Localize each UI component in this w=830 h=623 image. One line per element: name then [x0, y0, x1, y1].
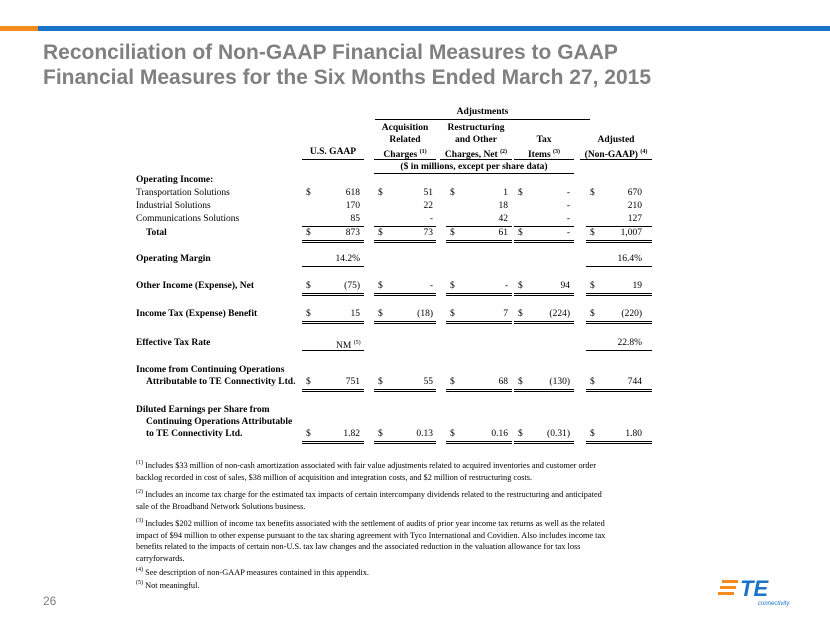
rest-header-3: Charges, Net $^{(2)}$: [444, 149, 508, 160]
other-double-line: [374, 293, 436, 296]
etr-gaap: NM $^{(5)}$: [336, 340, 361, 351]
row-label-eps-1: Diluted Earnings per Share from: [136, 405, 270, 415]
industrial-acq: 22: [423, 201, 433, 211]
row-label-ifco-1: Income from Continuing Operations: [136, 365, 285, 375]
taxben-acq: (18): [417, 309, 433, 319]
other-double-line: [514, 293, 574, 296]
dollar-sign: $: [518, 188, 523, 198]
ifco-double-line: [374, 389, 436, 392]
taxben-double-line: [446, 321, 512, 324]
dollar-sign: $: [590, 281, 595, 291]
total-gaap: 873: [345, 228, 360, 238]
industrial-adj: 210: [627, 201, 642, 211]
adj-header-2: (Non-GAAP) $^{(4)}$: [584, 149, 648, 160]
row-label-other: Other Income (Expense), Net: [136, 281, 255, 291]
taxben-double-line: [586, 321, 652, 324]
total-adj: 1,007: [620, 228, 642, 238]
subtotal-line: [514, 226, 574, 227]
transport-gaap: 618: [345, 188, 360, 198]
adj-header-1: Adjusted: [597, 135, 635, 145]
total-tax: -: [566, 228, 570, 238]
logo-orange-stripe-3: [718, 592, 734, 595]
transport-tax: -: [566, 188, 570, 198]
dollar-sign: $: [518, 281, 523, 291]
other-rest: -: [504, 281, 508, 291]
eps-double-line: [374, 441, 436, 444]
ifco-adj: 744: [627, 377, 642, 387]
dollar-sign: $: [450, 377, 455, 387]
other-double-line: [446, 293, 512, 296]
dollar-sign: $: [590, 377, 595, 387]
dollar-sign: $: [306, 309, 311, 319]
ifco-acq: 55: [423, 377, 433, 387]
dollar-sign: $: [378, 188, 383, 198]
ifco-double-line: [514, 389, 574, 392]
dollar-sign: $: [306, 377, 311, 387]
dollar-sign: $: [378, 228, 383, 238]
ifco-rest: 68: [498, 377, 508, 387]
dollar-sign: $: [518, 377, 523, 387]
margin-underline: [586, 266, 652, 267]
margin-adj: 16.4%: [617, 254, 642, 264]
units-underline: [374, 173, 574, 174]
dollar-sign: $: [306, 228, 311, 238]
eps-acq: 0.13: [416, 429, 433, 439]
margin-gaap: 14.2%: [335, 254, 360, 264]
industrial-rest: 18: [498, 201, 508, 211]
taxben-rest: 7: [503, 309, 508, 319]
row-label-comm: Communications Solutions: [136, 214, 240, 224]
other-acq: -: [429, 281, 433, 291]
comm-adj: 127: [627, 214, 642, 224]
taxben-double-line: [302, 321, 364, 324]
acq-header-2: Related: [389, 135, 421, 145]
row-label-transport: Transportation Solutions: [136, 188, 230, 198]
transport-acq: 51: [423, 188, 433, 198]
other-adj: 19: [632, 281, 642, 291]
eps-double-line: [586, 441, 652, 444]
total-double-line: [446, 240, 512, 243]
dollar-sign: $: [590, 309, 595, 319]
eps-double-line: [302, 441, 364, 444]
subtotal-line: [446, 226, 512, 227]
dollar-sign: $: [590, 188, 595, 198]
tax-header-underline: [514, 159, 574, 160]
taxben-double-line: [374, 321, 436, 324]
dollar-sign: $: [450, 281, 455, 291]
other-tax: 94: [560, 281, 570, 291]
footnote-5: $^{(5)}$ Not meaningful.: [136, 580, 200, 590]
eps-double-line: [514, 441, 574, 444]
industrial-gaap: 170: [345, 201, 360, 211]
title-line-1: Reconciliation of Non-GAAP Financial Measures to GAAP: [43, 41, 618, 64]
eps-adj: 1.80: [625, 429, 642, 439]
eps-tax: (0.31): [547, 429, 570, 439]
logo-subtext: connectivity: [758, 601, 790, 607]
row-label-taxben: Income Tax (Expense) Benefit: [136, 309, 258, 319]
gaap-header-underline: [302, 159, 364, 160]
dollar-sign: $: [450, 188, 455, 198]
taxben-gaap: 15: [350, 309, 360, 319]
ifco-double-line: [302, 389, 364, 392]
etr-adj: 22.8%: [617, 338, 642, 348]
footnote-3: $^{(3)}$ Includes $202 million of income tax benefits associated with the settlement of audits of prior year income tax returns as well as the related impact of $94 million to other expense pursuant to the tax sharing agreement with Tyco International and Covidien. Also includes income tax benefits related to the impacts of certain non-U.S. tax law changes and the associated reduction in the valuation allowance for tax loss carryforwards.: [136, 518, 606, 563]
dollar-sign: $: [306, 429, 311, 439]
acq-header-3: Charges $^{(1)}$: [383, 149, 427, 160]
row-label-etr: Effective Tax Rate: [136, 338, 211, 348]
industrial-tax: -: [566, 201, 570, 211]
etr-underline: [586, 350, 652, 351]
acq-header-underline: [374, 159, 436, 160]
transport-rest: 1: [503, 188, 508, 198]
dollar-sign: $: [306, 188, 311, 198]
acq-header-1: Acquisition: [381, 123, 429, 133]
gaap-header: U.S. GAAP: [309, 147, 357, 157]
dollar-sign: $: [518, 309, 523, 319]
etr-underline: [302, 350, 364, 351]
comm-acq: -: [429, 214, 433, 224]
total-double-line: [514, 240, 574, 243]
logo-orange-stripe-1: [722, 580, 738, 583]
taxben-double-line: [514, 321, 574, 324]
ifco-tax: (130): [549, 377, 570, 387]
footnote-1: $^{(1)}$ Includes $33 million of non-cash amortization associated with fair value adjustments related to acquired inventories and customer order backlog recorded in cost of sales, $38 million of acquisition and integration costs, and $2 million of restructuring costs.: [136, 460, 596, 482]
dollar-sign: $: [306, 281, 311, 291]
rest-header-2: and Other: [455, 135, 497, 145]
dollar-sign: $: [378, 377, 383, 387]
subtotal-line: [586, 226, 652, 227]
dollar-sign: $: [450, 228, 455, 238]
ifco-double-line: [586, 389, 652, 392]
margin-underline: [302, 266, 364, 267]
page-number: 26: [43, 594, 57, 608]
te-connectivity-logo: [718, 574, 798, 608]
title-line-2: Financial Measures for the Six Months Ended March 27, 2015: [43, 66, 652, 89]
dollar-sign: $: [518, 228, 523, 238]
adjustments-underline: [375, 119, 590, 120]
total-double-line: [302, 240, 364, 243]
dollar-sign: $: [450, 309, 455, 319]
subtotal-line: [302, 226, 364, 227]
row-label-eps-2: Continuing Operations Attributable: [146, 417, 293, 427]
dollar-sign: $: [450, 429, 455, 439]
adj-header-underline: [580, 159, 652, 160]
eps-double-line: [446, 441, 512, 444]
other-double-line: [586, 293, 652, 296]
eps-rest: 0.16: [491, 429, 508, 439]
op-income-label: Operating Income:: [136, 175, 214, 185]
comm-gaap: 85: [350, 214, 360, 224]
dollar-sign: $: [378, 281, 383, 291]
row-label-margin: Operating Margin: [136, 254, 211, 264]
row-label-ifco-2: Attributable to TE Connectivity Ltd.: [146, 377, 296, 387]
dollar-sign: $: [378, 429, 383, 439]
tax-header-1: Tax: [536, 135, 552, 145]
footnote-2: $^{(2)}$ Includes an income tax charge for the estimated tax impacts of certain intercompany dividends related to the restructuring and anticipated sale of the Broadband Network Solutions business.: [136, 489, 602, 511]
eps-gaap: 1.82: [343, 429, 360, 439]
ifco-double-line: [446, 389, 512, 392]
row-label-industrial: Industrial Solutions: [136, 201, 211, 211]
total-acq: 73: [423, 228, 433, 238]
rest-header-1: Restructuring: [447, 123, 505, 133]
ifco-gaap: 751: [345, 377, 360, 387]
total-double-line: [374, 240, 436, 243]
dollar-sign: $: [590, 429, 595, 439]
total-double-line: [586, 240, 652, 243]
taxben-adj: (220): [621, 309, 642, 319]
taxben-tax: (224): [549, 309, 570, 319]
comm-tax: -: [566, 214, 570, 224]
logo-orange-stripe-2: [720, 586, 736, 589]
dollar-sign: $: [590, 228, 595, 238]
units-note: ($ in millions, except per share data): [400, 162, 548, 172]
comm-rest: 42: [498, 214, 508, 224]
other-double-line: [302, 293, 364, 296]
rest-header-underline: [440, 159, 512, 160]
footnote-4: $^{(4)}$ See description of non-GAAP measures contained in this appendix.: [136, 567, 369, 577]
dollar-sign: $: [378, 309, 383, 319]
other-gaap: (75): [344, 281, 360, 291]
transport-adj: 670: [627, 188, 642, 198]
tax-header-2: Items $^{(3)}$: [527, 149, 561, 160]
row-label-total: Total: [146, 228, 167, 238]
subtotal-line: [374, 226, 436, 227]
row-label-eps-3: to TE Connectivity Ltd.: [146, 429, 243, 439]
adjustments-header: Adjustments: [456, 107, 509, 117]
dollar-sign: $: [518, 429, 523, 439]
logo-text: TE: [740, 576, 769, 601]
total-rest: 61: [498, 228, 508, 238]
